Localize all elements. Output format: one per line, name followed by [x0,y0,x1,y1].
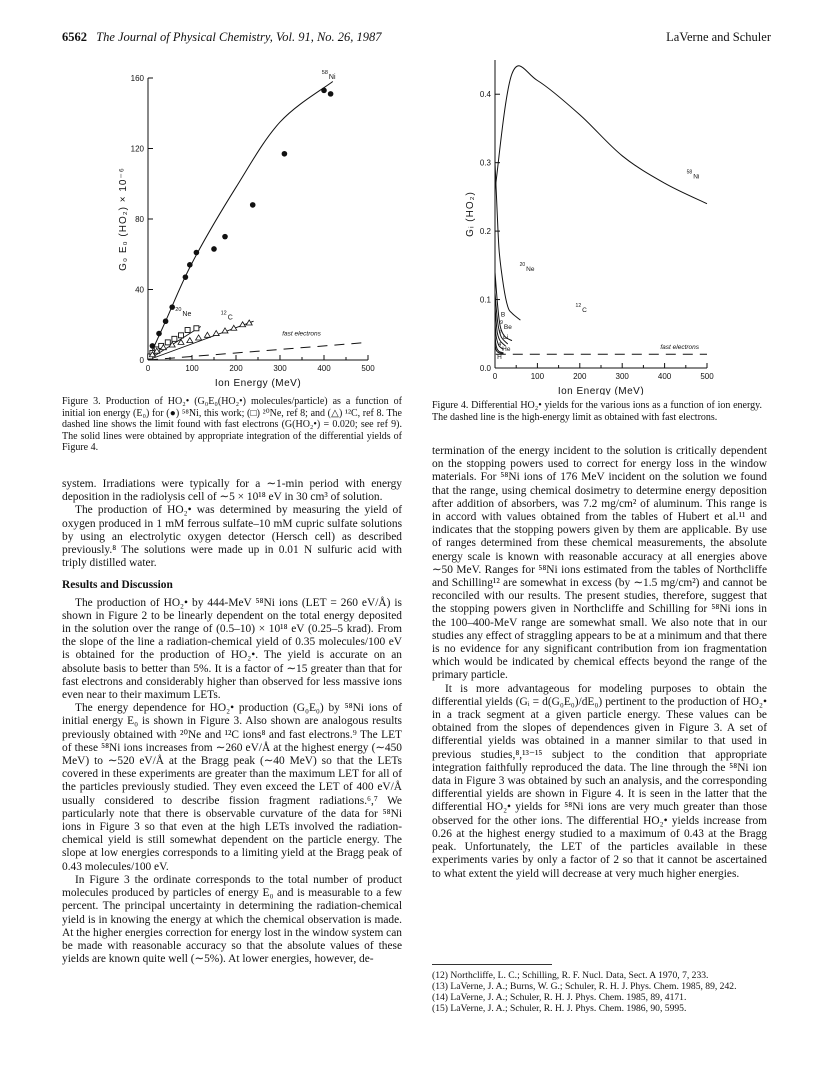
figure-4-caption-text: Figure 4. Differential HO₂• yields for the various ions as a function of ion energy. The dashed line is the high-energy limit as obtained with fast electrons. [432,400,762,423]
ni-data-point [183,274,189,280]
reference-item: (15) LaVerne, J. A.; Schuler, R. H. J. Phys. Chem. 1986, 90, 5995. [432,1003,687,1014]
reference-item: (14) LaVerne, J. A.; Schuler, R. H. J. Phys. Chem. 1985, 89, 4171. [432,992,687,1003]
ni-data-point [169,304,175,310]
x-tick-label: 100 [185,364,199,373]
right-column [432,445,767,881]
paragraph: The energy dependence for HO₂• production (G₀E₀) by ⁵⁸Ni ions of initial energy E₀ is shown in Figure 3. Also shown are analogous results previously obtained with ²⁰Ne and ¹²C ions⁸ and fast electrons.⁹ The LET of these ⁵⁸Ni ions increases from ∼260 eV/Å at the highest energy (∼450 MeV) to ∼520 eV/Å at the Bragg peak (∼40 MeV) so that the LETs covered in these experiments are greater than the maximum LET for all of the particles previously studied. They even exceed the LET of 400 eV/Å usually considered to describe fission fragment radiations.⁶,⁷ We particularly note that there is observable curvature of the data for ⁵⁸Ni ions in Figure 3 so that even at the high LETs involved the radiation-chemical yield is still somewhat dependent on the particle energy. The slope at low energies corresponds to a limiting yield at the Bragg peak of 0.43 molecules/100 eV. [62,702,402,873]
y-tick-label: 80 [135,215,144,224]
c-series-label: $^{12}$C [575,302,587,314]
ni-data-point [222,234,228,240]
figure-3-chart [100,58,380,393]
fig4-axes [465,60,714,395]
ni-fit-line [148,82,333,361]
y-tick-label: 160 [130,74,144,83]
y-tick-label: 0.0 [479,364,491,373]
x-tick-label: 400 [657,372,672,381]
section-heading: Results and Discussion [62,579,173,592]
ni-data-point [328,91,334,97]
ni-data-point [250,202,256,208]
x-tick-label: 100 [530,372,545,381]
figure-4-caption [432,400,762,423]
y-tick-label: 40 [135,285,144,295]
journal-citation: The Journal of Physical Chemistry, Vol. 91, No. 26, 1987 [96,30,382,44]
ni-data-point [321,88,327,94]
c-series-label: $^{12}$C [220,310,233,322]
fast-electrons-label: fast electrons [282,330,321,338]
be-series-label: $^9$Be [500,319,512,331]
y-tick-label: 0.2 [479,227,491,237]
c-data-point [196,335,202,340]
paragraph: The production of HO₂• was determined by measuring the yield of oxygen produced in 1 mM ferrous sulfate–10 mM cupric sulfate solutions by using an electrolytic oxygen detector (Hersch cell) as described previously.⁸ The solutions were made up in 0.01 N sulfuric acid with triply distilled water. [62,504,402,570]
figure-3-caption [62,396,402,454]
y-axis-label: G₀ E₀ (HO₂) × 10⁻⁶ [118,167,129,271]
reference-divider [432,964,552,965]
ne-data-point [172,336,177,341]
paragraph: It is more advantageous for modeling purposes to obtain the differential yields (Gᵢ = d(G₀E₀)/dE₀) pertinent to the production of HO₂• in a track segment at a given particle energy. These values can be obtained from the slopes of dependences given in Figure 3. A set of differential yields was obtained in a manner similar to that used in previous studies,⁸,¹³⁻¹⁵ subject to the condition that appropriate integration faithfully reproduced the data. The line through the ⁵⁸Ni ion data in Figure 3 was obtained by such an analysis, and the corresponding differential yields are shown in Figure 4. It is seen in the latter that the differential HO₂• yields for ⁵⁸Ni ions are very much greater than those observed for the other ions. The differential HO₂• yields increase from 0.26 at the highest energy studied to a maximum of 0.43 at the Bragg peak. Unfortunately, the LET of the particles available in these experiments varies by only a factor of 2 so that it cannot be ascertained to what extent the yield will decrease at very much higher energies. [432,682,767,880]
y-tick-label: 0.3 [479,158,491,168]
b-series-label: B [500,311,506,319]
c-data-point [222,328,228,333]
y-tick-label: 0 [139,356,144,365]
h-series-label: H [497,354,502,362]
x-tick-label: 500 [700,372,714,381]
c-data-point [187,338,193,343]
li-series-label: $^7$Li [499,330,509,342]
x-tick-label: 200 [229,364,243,373]
ne-series-label: $^{20}$Ne [519,261,535,273]
he-series-label: $^4$He [498,341,511,353]
x-tick-label: 0 [145,364,151,373]
fast-electrons-label: fast electrons [660,343,700,351]
ne-series-label: $^{20}$Ne [175,307,192,319]
x-tick-label: 300 [273,364,287,373]
figure-4-chart [445,50,730,395]
ne-yield-curve [495,163,520,320]
ne-data-point [165,340,170,345]
left-column [62,478,402,966]
ne-data-point [185,328,190,333]
running-header-authors: LaVerne and Schuler [666,30,771,44]
x-tick-label: 200 [573,372,587,381]
paragraph: termination of the energy incident to the solution is critically dependent on the stopping powers used to correct for energy loss in the window materials. For ⁵⁸Ni ions of 176 MeV incident on the solution we found that the range, using chemical dosimetry to determine energy deposition after addition of absorbers, was 7.2 mg/cm² of aluminum. This range is in accord with values obtained from the tables of Hubert et al.¹¹ and indicates that the stopping powers given by them are applicable. By use of ranges determined from these chemical measurements, the absolute energy scale is known with reasonable accuracy at all energies above ∼50 MeV. Ranges for ⁵⁸Ni ions estimated from the tables of Northcliffe and Schilling¹² are somewhat in excess (by ∼1.5 mg/cm²) and cannot be reconciled with our results. The present studies, therefore, suggest that the stopping powers given in Northcliffe and Schilling for ⁵⁸Ni ions in the 100–400-MeV range are somewhat small. We also note that in our studies any effect of straggling appears to be at a minimum and that there is no evidence for any significant contribution from ion fragmentation which would be indicated by chemical effects beyond the range of the primary particle. [432,445,767,682]
x-tick-label: 400 [317,364,331,373]
paragraph: system. Irradiations were typically for a ∼1-min period with energy deposition in the radiolysis cell of ∼5 × 10¹⁸ eV in 30 cm³ of solution. [62,478,402,504]
ne-data-point [179,333,184,338]
ni-series-label: $^{58}$Ni [686,169,700,181]
x-axis-label: Ion Energy (MeV) [557,386,645,395]
ni-data-point [156,331,162,337]
ni-data-point [211,246,217,252]
y-tick-label: 0.1 [479,295,491,305]
paragraph: In Figure 3 the ordinate corresponds to the total number of product molecules produced by particles of energy E₀ and is measurable to a few percent. The principal uncertainty in determining the radiation-chemical yield is in knowing the energy at which the chemical observation is made. At the higher energies correction for energy lost in the window system can be made with reasonable accuracy so that the absolute values of these yields are known quite well (∼5%). At lower energies, however, de- [62,873,402,966]
ni-data-point [282,151,288,157]
x-tick-label: 300 [615,372,629,381]
running-header-left [62,30,382,45]
x-axis-label: Ion Energy (MeV) [214,378,302,389]
x-tick-label: 0 [492,372,498,381]
ni-data-point [163,318,169,324]
ni-yield-curve [495,66,707,204]
x-tick-label: 500 [361,364,375,373]
ni-data-point [194,250,200,256]
c-data-point [213,331,219,336]
ni-data-point [187,262,193,268]
y-tick-label: 0.4 [479,90,491,100]
reference-item: (12) Northcliffe, L. C.; Schilling, R. F. Nucl. Data, Sect. A 1970, 7, 233. [432,970,709,981]
fig3-axes [118,70,375,389]
reference-list [432,964,767,1014]
ni-series-label: $^{58}$Ni [321,70,336,82]
y-axis-label: Gᵢ (HO₂) [465,191,476,237]
reference-item: (13) LaVerne, J. A.; Burns, W. G.; Schuler, R. H. J. Phys. Chem. 1985, 89, 242. [432,981,737,992]
ne-data-point [194,326,199,331]
paragraph: The production of HO₂• by 444-MeV ⁵⁸Ni ions (LET = 260 eV/Å) is shown in Figure 2 to be linearly dependent on the total energy deposited in the solution over the range of (0.5–10) × 10¹⁸ eV (0.25–5 krad). From the slope of the line a radiation-chemical yield of 0.35 molecules/100 eV is obtained for the production of HO₂•. The yield is accurate on an absolute basis to better than 5%. It is a factor of ∼15 greater than that for fast electrons and considerably higher than observed for less massive ions even near to their maximum LETs. [62,596,402,702]
page-number: 6562 [62,30,87,44]
y-tick-label: 120 [130,144,144,154]
c-data-point [204,332,210,337]
figure-3-caption-text: Figure 3. Production of HO₂• (G₀E₀(HO₂•) molecules/particle) as a function of initial ion energy (E₀) for (●) ⁵⁸Ni, this work; (□) ²⁰Ne, ref 8; and (△) ¹²C, ref 8. The dashed line shows the limit found with fast electrons (G(HO₂•) = 0.020; see ref 9). The solid lines were obtained by appropriate integration of the differential yields of Figure 4. [62,396,402,453]
